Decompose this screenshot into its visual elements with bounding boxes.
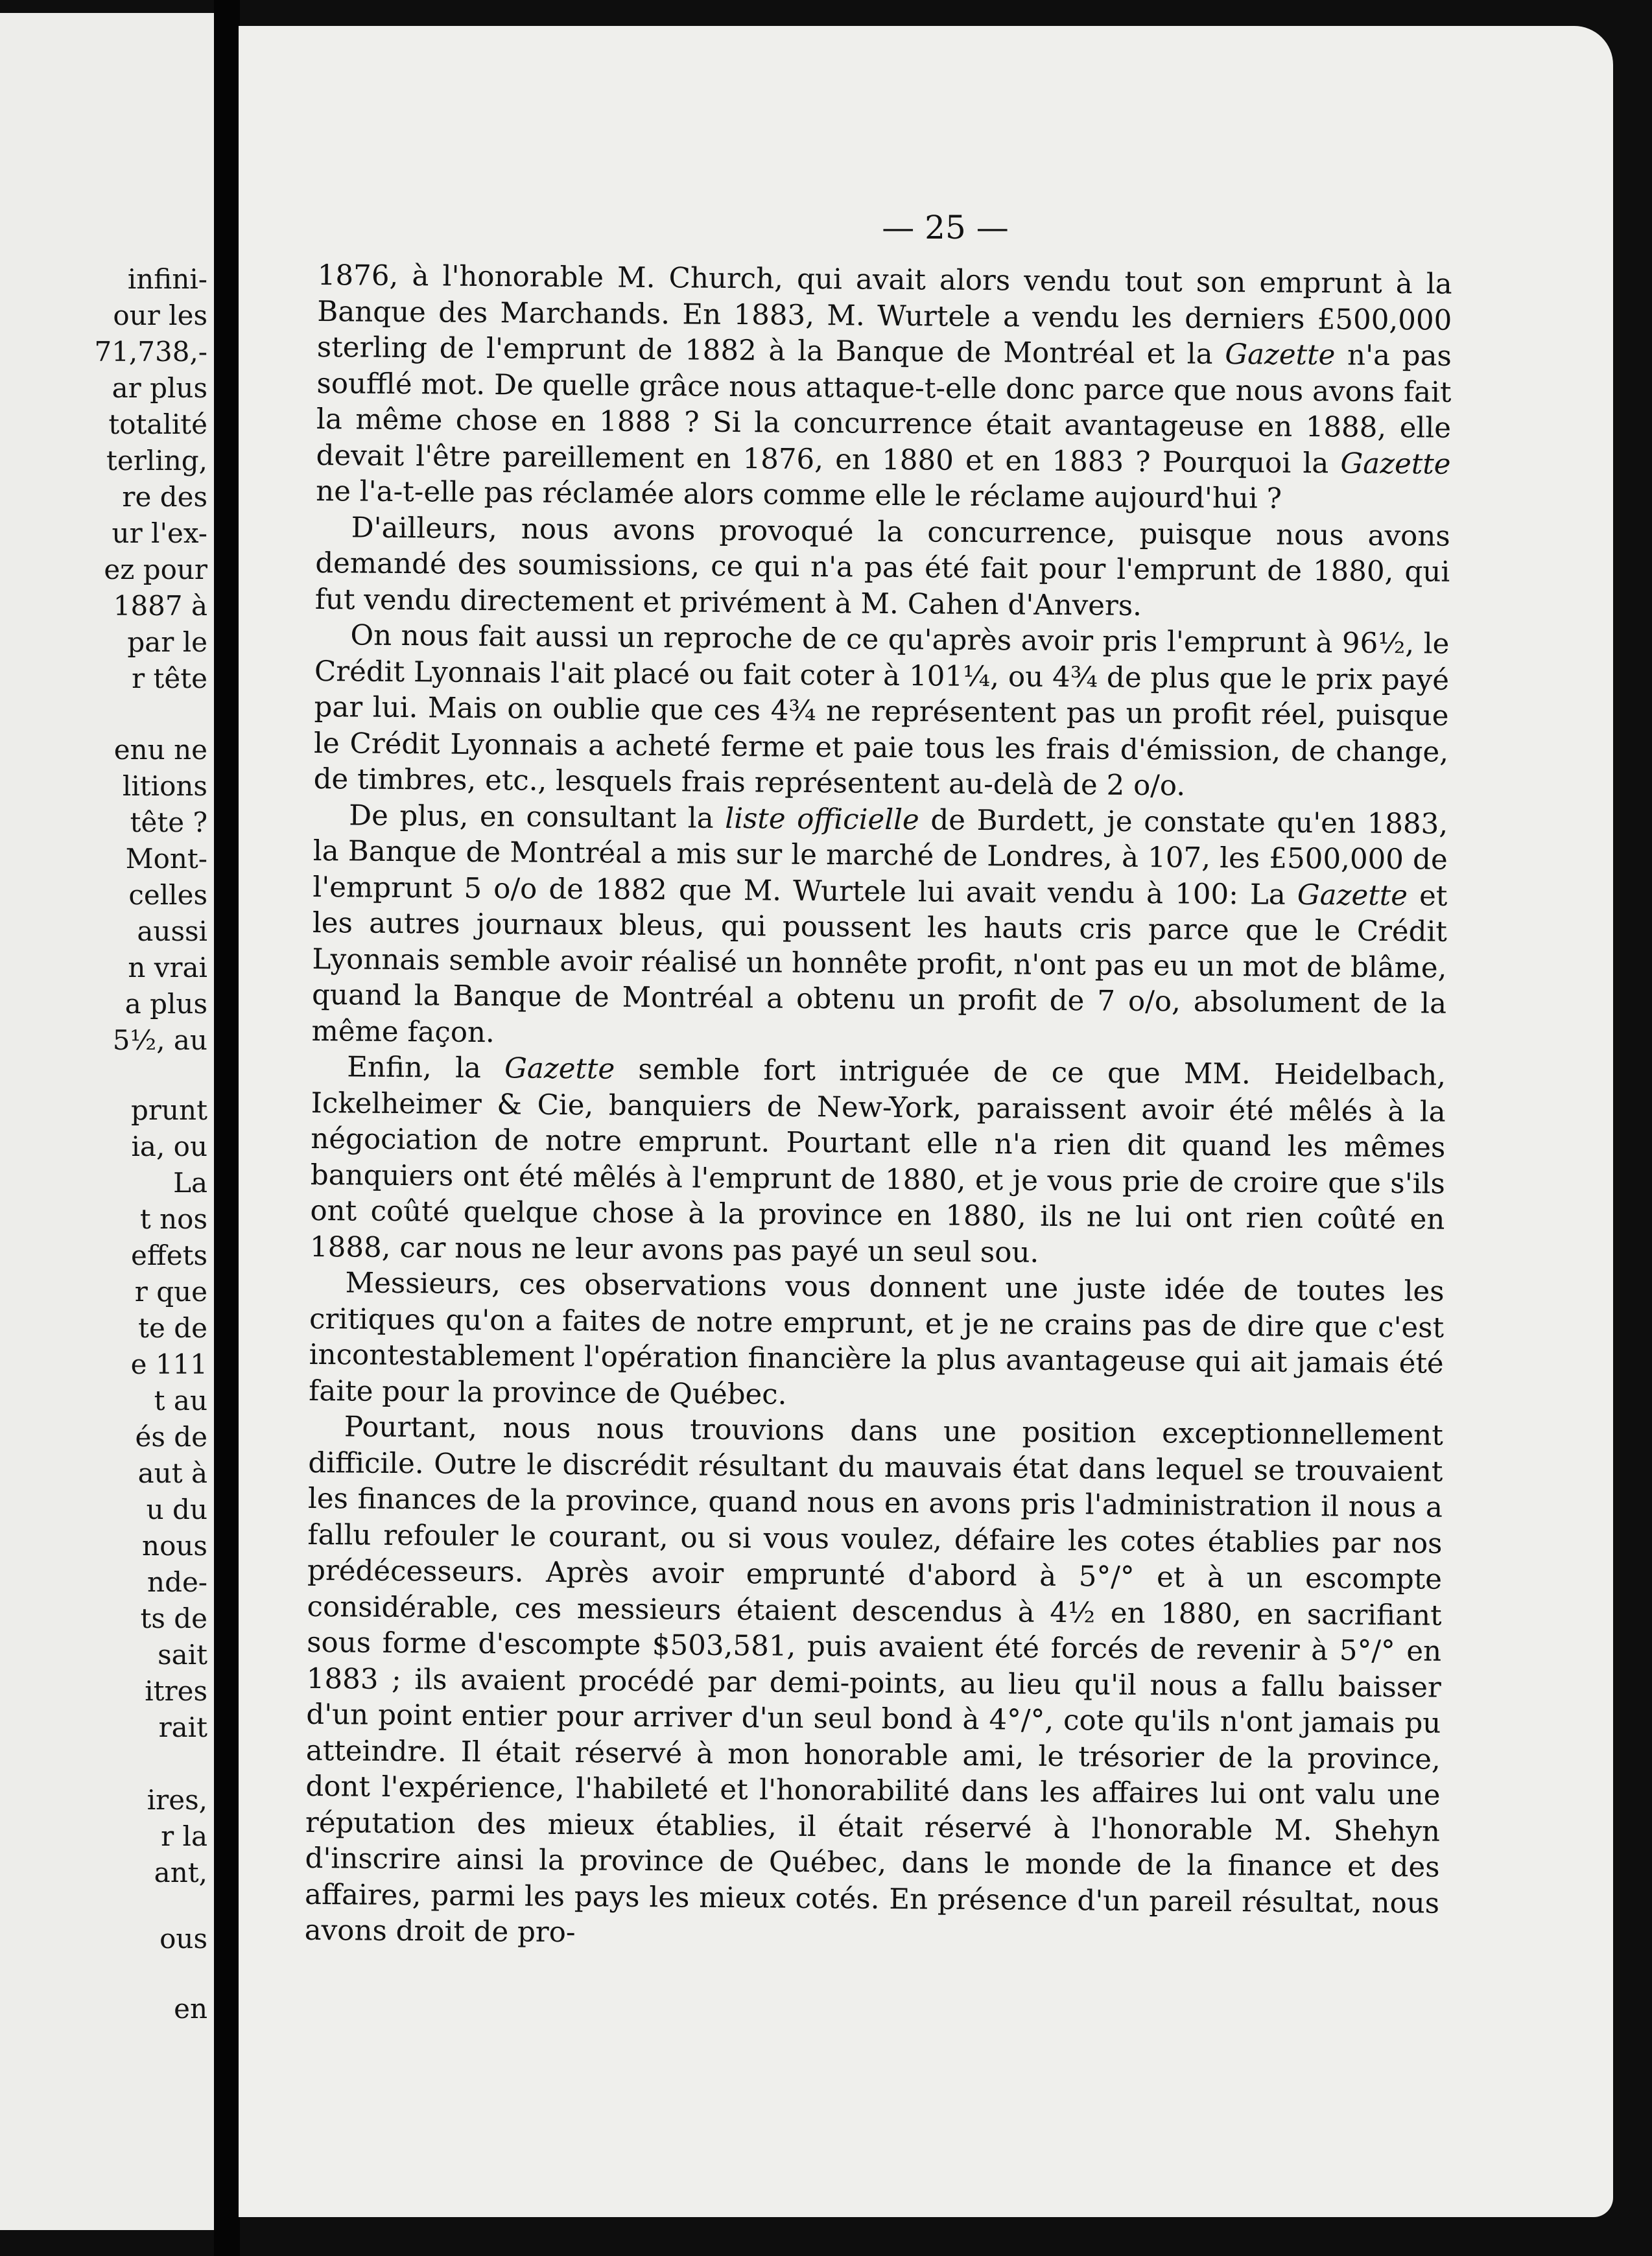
facing-line: rait — [158, 1711, 207, 1743]
facing-line: effets — [131, 1240, 207, 1271]
facing-line: ts de — [140, 1603, 207, 1634]
facing-line: 1887 à — [113, 590, 207, 622]
facing-line: litions — [122, 770, 207, 802]
facing-line: ia, ou — [131, 1131, 207, 1162]
facing-line: re des — [122, 481, 207, 513]
paragraph-7: Pourtant, nous nous trouvions dans une position exceptionnellement difficile. Outre le discrédit résultant du mauvais état dans lequel se trouvaient les finances de la province, quand nous en avons pris l'administration il nous a fallu refouler le courant, ou si vous voulez, défaire les cotes établies par nos prédécesseurs. Après avoir emprunté d'abord à 5°/° et à un escompte considérable, ces messieurs étaient descendus à 4½ en 1880, en sacrifiant sous forme d'escompte $503,581, puis avaient été forcés de revenir à 5°/° en 1883 ; ils avaient procédé par demi-points, au lieu qu'il nous a fallu baisser d'un point entier pour arriver d'un seul bond à 4°/°, cote qu'ils n'ont jamais pu atteindre. Il était réservé à mon honorable ami, le trésorier de la province, dont l'expérience, l'habileté et l'honorabilité dans les affaires lui ont valu une réputation des mieux établies, il était réservé à l'honorable M. Shehyn d'inscrire ainsi la province de Québec, dans le monde de la finance et des affaires, parmi les pays les mieux cotés. En présence d'un pareil résultat, nous avons droit de pro- — [304, 1411, 1443, 1949]
facing-line: r que — [134, 1276, 207, 1308]
facing-line: 71,738,- — [94, 336, 207, 368]
facing-line: La — [173, 1167, 207, 1199]
facing-line: ez pour — [104, 554, 207, 585]
facing-line: par le — [127, 626, 207, 658]
book-gutter — [214, 0, 240, 2256]
facing-line: t nos — [139, 1203, 207, 1235]
facing-line: u du — [146, 1494, 207, 1525]
facing-line: tête ? — [130, 806, 207, 838]
facing-line: enu ne — [113, 734, 207, 766]
facing-line: nous — [142, 1530, 207, 1562]
facing-line: r la — [161, 1820, 207, 1852]
facing-line: ar plus — [112, 372, 207, 404]
facing-line: en — [174, 1993, 207, 2025]
facing-line: e 111 — [130, 1348, 207, 1380]
facing-line: ur l'ex- — [112, 517, 207, 549]
facing-line: te de — [138, 1312, 207, 1344]
facing-line: aussi — [137, 915, 207, 947]
facing-line: celles — [128, 879, 207, 911]
facing-line: t au — [154, 1385, 207, 1416]
facing-line: Mont- — [125, 843, 207, 875]
paragraph-3: On nous fait aussi un reproche de ce qu'après avoir pris l'emprunt à 96½, le Crédit Lyonnais l'ait placé ou fait coter à 101¼, ou 4¾ de plus que le prix payé par lui. Mais on oublie que ces 4¾ ne représentent pas un profit réel, puisque le Crédit Lyonnais a acheté ferme et paie tous les frais d'émission, de change, de timbres, etc., lesquels frais représentent au-delà de 2 o/o. — [313, 619, 1450, 803]
paragraph-5: Enfin, la Gazette semble fort intriguée de ce que MM. Heidelbach, Ickelheimer & Cie, banquiers de New-York, paraissent avoir été mêlés à la négociation de notre emprunt. Pourtant elle n'a rien dit quand les mêmes banquiers ont été mêlés à l'emprunt de 1880, et je vous prie de croire que s'ils ont coûté quelque chose à la province en 1880, ils ne lui ont rien coûté en 1888, car nous ne leur avons pas payé un seul sou. — [309, 1051, 1446, 1269]
page-25 — [239, 26, 1613, 2217]
facing-line: prunt — [131, 1094, 207, 1126]
facing-line: infini- — [127, 263, 207, 295]
paragraph-6: Messieurs, ces observations vous donnent une juste idée de toutes les critiques qu'on a faites de notre emprunt, et je ne crains pas de dire que c'est incontestablement l'opération financière la plus avantageuse qui ait jamais été faite pour la province de Québec. — [309, 1267, 1445, 1411]
facing-line: sait — [158, 1639, 207, 1671]
paragraph-2: D'ailleurs, nous avons provoqué la concurrence, puisque nous avons demandé des soumissions, ce qui n'a pas été fait pour l'emprunt de 1880, qui fut vendu directement et privément à M. Cahen d'Anvers. — [314, 511, 1450, 622]
facing-line: our les — [113, 300, 207, 331]
facing-line: ires, — [147, 1784, 207, 1816]
facing-line: n vrai — [128, 952, 207, 983]
page-number: — 25 — — [882, 209, 1009, 246]
facing-line: terling, — [106, 445, 207, 476]
facing-line: aut à — [137, 1457, 207, 1489]
paragraph-1: 1876, à l'honorable M. Church, qui avait alors vendu tout son emprunt à la Banque des Marchands. En 1883, M. Wurtele a vendu les derniers £500,000 sterling de l'emprunt de 1882 à la Banque de Montréal et la Gazette n'a pas soufflé mot. De quelle grâce nous attaque-t-elle donc parce que nous avons fait la même chose en 1888 ? Si la concurrence était avantageuse en 1888, elle devait l'être pareillement en 1876, en 1880 et en 1883 ? Pourquoi la Gazette ne l'a-t-elle pas réclamée alors comme elle le réclame aujourd'hui ? — [315, 259, 1452, 515]
facing-line: a plus — [124, 988, 207, 1020]
facing-line: 5½, au — [112, 1024, 207, 1056]
facing-line: ous — [159, 1923, 207, 1955]
facing-line: ant, — [154, 1857, 207, 1888]
facing-line: totalité — [108, 408, 207, 440]
body-text — [305, 258, 1452, 1958]
facing-line: r tête — [132, 663, 207, 694]
facing-line: nde- — [147, 1566, 207, 1598]
facing-page-fragment — [0, 13, 214, 2230]
facing-line: és de — [135, 1421, 207, 1453]
paragraph-4: De plus, en consultant la liste officielle de Burdett, je constate qu'en 1883, la Banque de Montréal a mis sur le marché de Londres, à 107, les £500,000 de l'emprunt 5 o/o de 1882 que M. Wurtele lui avait vendu à 100: La Gazette et les autres journaux bleus, qui poussent les hauts cris parce que le Crédit Lyonnais semble avoir réalisé un honnête profit, n'ont pas eu un mot de blâme, quand la Banque de Montréal a obtenu un profit de 7 o/o, absolument de la même façon. — [311, 799, 1448, 1049]
facing-line: itres — [145, 1675, 207, 1707]
